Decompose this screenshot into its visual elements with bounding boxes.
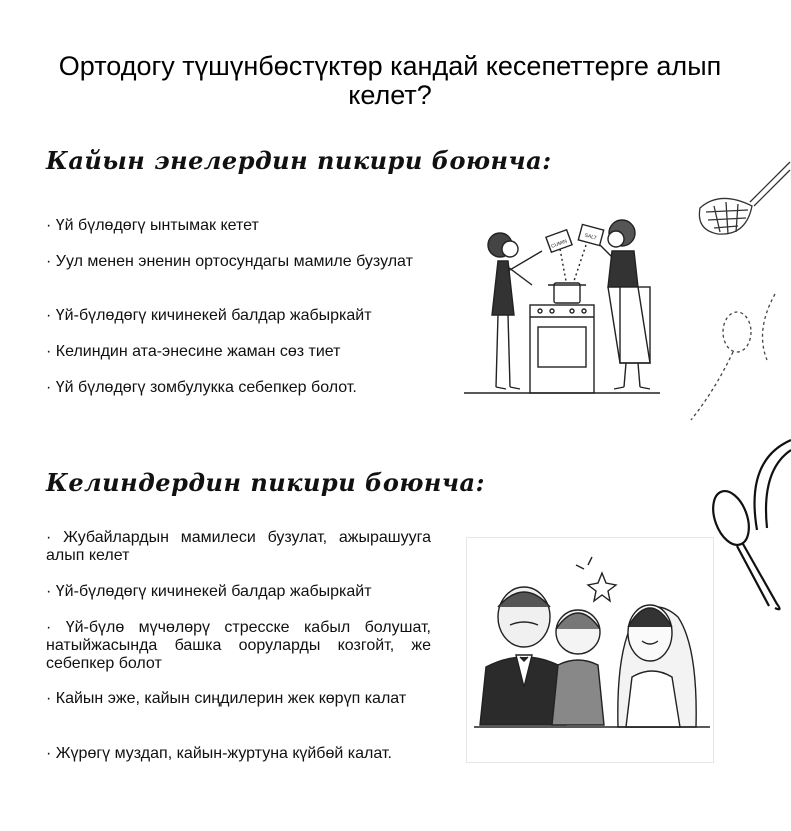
section1-heading: Кайын энелердин пикири боюнча: xyxy=(46,146,552,175)
section2-heading: Келиндердин пикири боюнча: xyxy=(46,468,485,497)
list-item: · Жүрөгү муздап, кайын-журтуна күйбөй калат. xyxy=(46,745,392,762)
cooking-illustration xyxy=(462,205,662,397)
list-item: · Кайын эже, кайын сиңдилерин жек көрүп калат xyxy=(46,690,407,707)
list-item: · Үй бүлөдөгү зомбулукка себепкер болот. xyxy=(46,379,357,396)
list-item: · Үй-бүлөдөгү кичинекей балдар жабыркайт xyxy=(46,583,372,600)
salt-box-label: SALT xyxy=(583,232,598,242)
list-item: · Үй-бүлө мүчөлөрү стресске кабыл болушат, натыйжасында башка ооруларды козгойт, же себепкер болот xyxy=(46,619,431,672)
list-item: · Жубайлардын мамилеси бузулат, ажырашууга алып келет xyxy=(46,529,431,564)
list-item: · Үй бүлөдөгү ынтымак кетет xyxy=(46,217,259,234)
sieve-doodle xyxy=(690,150,791,240)
list-item: · Үй-бүлөдөгү кичинекей балдар жабыркайт xyxy=(46,307,372,324)
dashed-doodle xyxy=(685,290,791,425)
cumin-box-label: CUMIN xyxy=(550,238,568,250)
list-item: · Уул менен эненин ортосундагы мамиле бузулат xyxy=(46,253,413,270)
wedding-illustration xyxy=(466,537,714,763)
page-title: Ортодогу түшүнбөстүктөр кандай кесепеттерге алып келет? xyxy=(58,51,722,110)
plate-spoon-doodle xyxy=(705,420,791,620)
list-item: · Келиндин ата-энесине жаман сөз тиет xyxy=(46,343,341,360)
